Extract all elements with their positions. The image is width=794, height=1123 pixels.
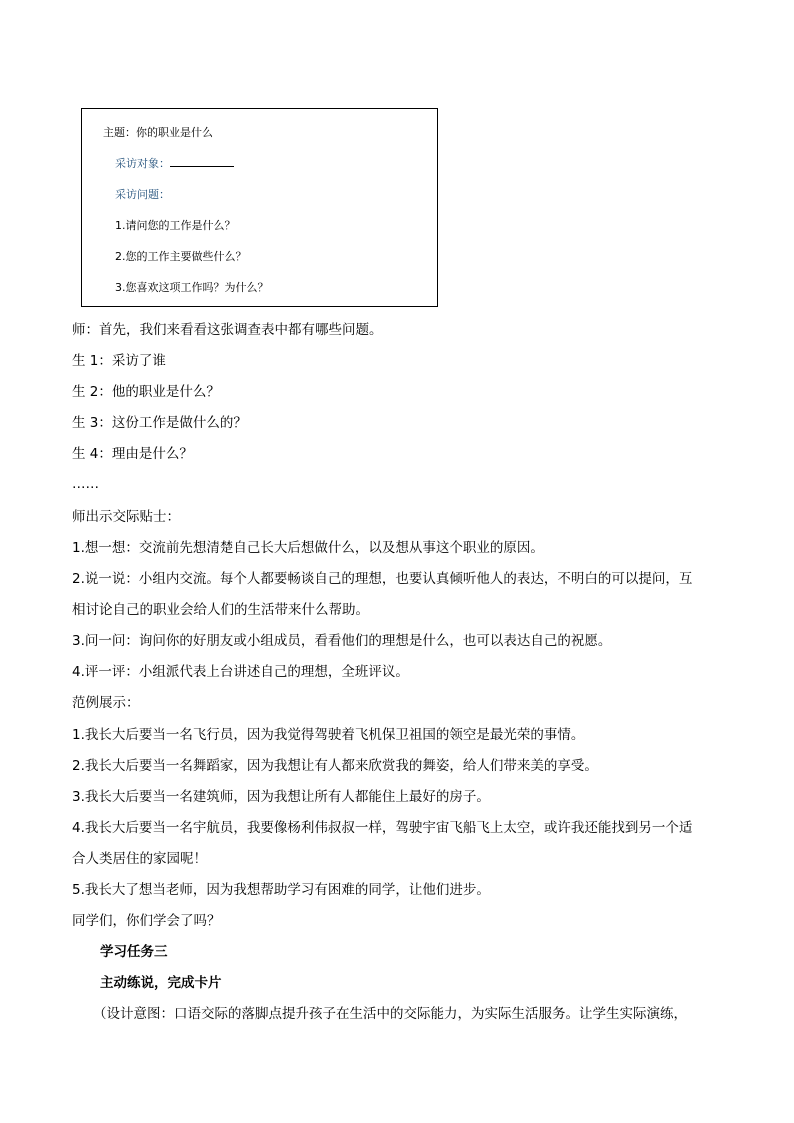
student-line: 生 2：他的职业是什么？ [72, 384, 220, 400]
survey-question: 1.请问您的工作是什么？ [115, 219, 236, 232]
example-item: 2.我长大后要当一名舞蹈家，因为我想让有人都来欣赏我的舞姿，给人们带来美的享受。 [72, 758, 598, 774]
tip-item: 相讨论自己的职业会给人们的生活带来什么帮助。 [72, 602, 369, 618]
survey-box [81, 108, 438, 307]
survey-question: 2.您的工作主要做些什么？ [115, 250, 247, 263]
teacher-line: 师：首先，我们来看看这张调查表中都有哪些问题。 [72, 322, 383, 338]
example-item: 合人类居住的家园呢！ [72, 851, 207, 867]
interviewee-blank [170, 157, 234, 167]
tips-title: 师出示交际贴士： [72, 509, 180, 525]
tip-item: 1.想一想：交流前先想清楚自己长大后想做什么，以及想从事这个职业的原因。 [72, 540, 544, 556]
example-item: 1.我长大后要当一名飞行员，因为我觉得驾驶着飞机保卫祖国的领空是最光荣的事情。 [72, 727, 585, 743]
survey-topic: 主题：你的职业是什么 [103, 126, 213, 139]
task-title: 学习任务三 [100, 944, 168, 960]
design-intent: （设计意图：口语交际的落脚点提升孩子在生活中的交际能力，为实际生活服务。让学生实际演练， [93, 1006, 687, 1022]
closing-question: 同学们，你们学会了吗？ [72, 913, 221, 929]
example-item: 4.我长大后要当一名宇航员，我要像杨利伟叔叔一样，驾驶宇宙飞船飞上太空，或许我还能找到另一个适 [72, 820, 693, 836]
interviewee-row [115, 155, 234, 171]
student-line: 生 4：理由是什么？ [72, 446, 193, 462]
tip-item: 2.说一说：小组内交流。每个人都要畅谈自己的理想，也要认真倾听他人的表达，不明白的可以提问，互 [72, 571, 693, 587]
interviewee-label: 采访对象： [115, 157, 170, 170]
example-item: 5.我长大了想当老师，因为我想帮助学习有困难的同学，让他们进步。 [72, 882, 490, 898]
tip-item: 3.问一问：询问你的好朋友或小组成员，看看他们的理想是什么，也可以表达自己的祝愿。 [72, 633, 612, 649]
task-subtitle: 主动练说，完成卡片 [100, 975, 222, 991]
examples-title: 范例展示： [72, 695, 140, 711]
survey-question: 3.您喜欢这项工作吗？为什么？ [115, 281, 269, 294]
student-line: 生 3：这份工作是做什么的？ [72, 415, 247, 431]
tip-item: 4.评一评：小组派代表上台讲述自己的理想，全班评议。 [72, 664, 409, 680]
questions-label: 采访问题： [115, 188, 170, 201]
ellipsis: …… [72, 476, 99, 492]
example-item: 3.我长大后要当一名建筑师，因为我想让所有人都能住上最好的房子。 [72, 789, 490, 805]
student-line: 生 1：采访了谁 [72, 353, 166, 369]
